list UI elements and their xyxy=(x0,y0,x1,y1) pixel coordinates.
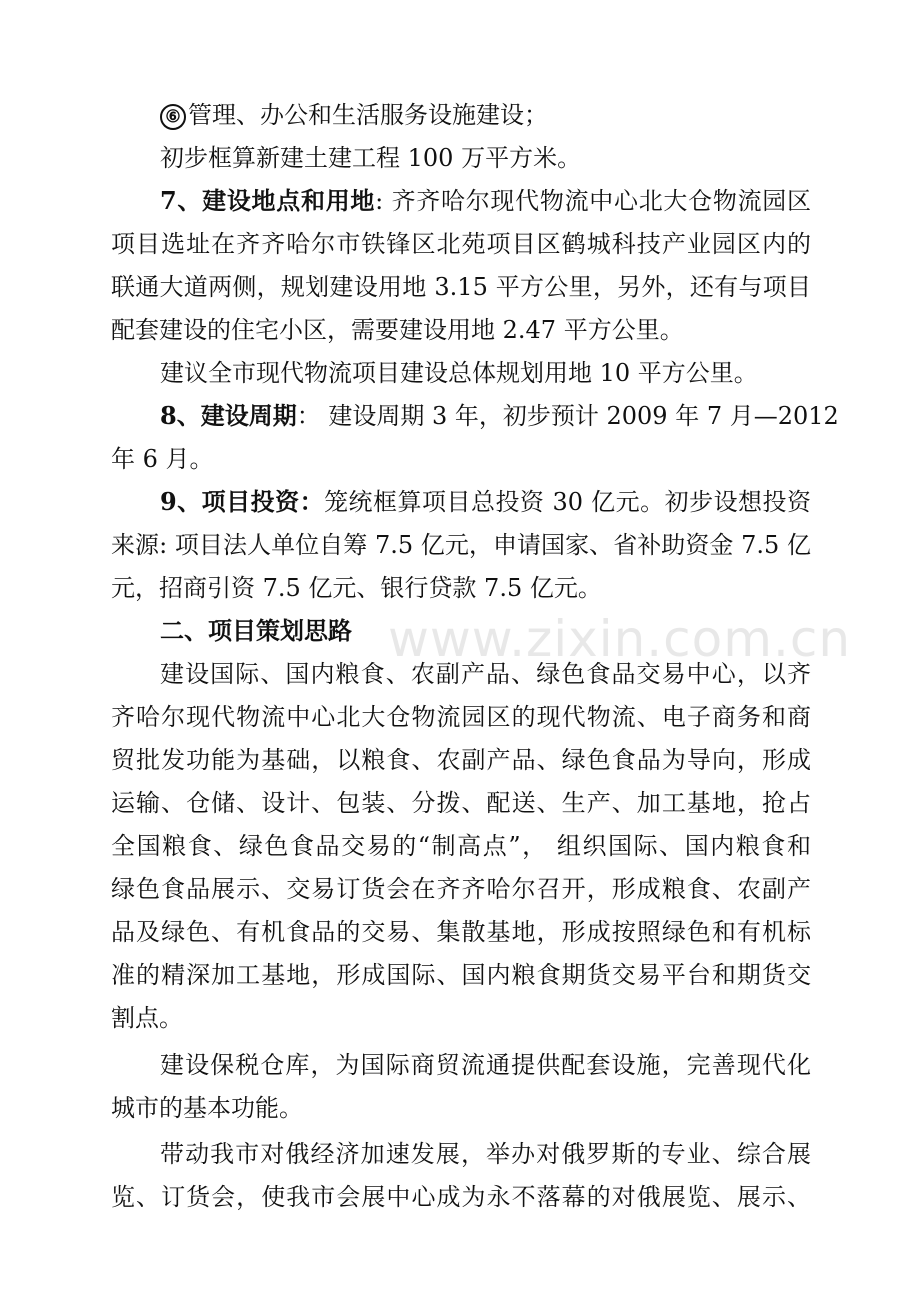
text-line xyxy=(111,573,811,603)
text-run: 元，招商引资 7.5 亿元、银行贷款 7.5 亿元。 xyxy=(111,574,602,602)
text-run: 初步框算新建土建工程 100 万平方米。 xyxy=(160,144,582,172)
text-run: 项目选址在齐齐哈尔市铁锋区北苑项目区鹤城科技产业园区内的 xyxy=(111,230,811,258)
text-run: 城市的基本功能。 xyxy=(111,1094,303,1122)
text-run: 齐哈尔现代物流中心北大仓物流园区的现代物流、电子商务和商 xyxy=(111,703,811,731)
text-line xyxy=(111,831,811,861)
section-heading: 8、建设周期 xyxy=(160,401,297,430)
text-run: ： 建设周期 3 年，初步预计 2009 年 7 月—2012 xyxy=(296,402,839,430)
section-heading: 9、项目投资： xyxy=(160,487,325,516)
text-run: 笼统框算项目总投资 30 亿元。初步设想投资 xyxy=(324,488,812,516)
text-run: 来源: 项目法人单位自筹 7.5 亿元，申请国家、省补助资金 7.5 亿 xyxy=(111,531,811,559)
watermark: www.zixin.com.cn xyxy=(388,610,852,668)
text-line xyxy=(111,444,811,474)
text-line xyxy=(111,917,811,947)
text-run: 绿色食品展示、交易订货会在齐齐哈尔召开，形成粮食、农副产 xyxy=(111,875,811,903)
text-line xyxy=(160,100,811,130)
section-heading: 7、建设地点和用地 xyxy=(160,186,376,215)
text-line xyxy=(111,530,811,560)
text-line xyxy=(160,487,811,517)
text-line xyxy=(160,1050,811,1080)
text-run: 贸批发功能为基础，以粮食、农副产品、绿色食品为导向，形成 xyxy=(111,746,811,774)
text-line xyxy=(160,143,811,173)
text-line xyxy=(111,874,811,904)
text-line xyxy=(111,1182,811,1212)
text-line xyxy=(111,272,811,302)
text-run: 运输、仓储、设计、包装、分拨、配送、生产、加工基地，抢占 xyxy=(111,789,811,817)
text-run: 配套建设的住宅小区，需要建设用地 2.47 平方公里。 xyxy=(111,316,684,344)
text-run: 联通大道两侧，规划建设用地 3.15 平方公里，另外，还有与项目 xyxy=(111,273,811,301)
text-run: : 齐齐哈尔现代物流中心北大仓物流园区 xyxy=(375,187,812,215)
text-line xyxy=(111,745,811,775)
text-line xyxy=(111,229,811,259)
circled-number: ⑥ xyxy=(160,104,186,130)
text-run: 带动我市对俄经济加速发展，举办对俄罗斯的专业、综合展 xyxy=(160,1140,811,1168)
text-run: 全国粮食、绿色食品交易的“制高点”， 组织国际、国内粮食和 xyxy=(111,832,811,860)
chapter-heading: 二、项目策划思路 xyxy=(160,616,352,645)
text-run: 管理、办公和生活服务设施建设； xyxy=(188,101,548,129)
text-line xyxy=(111,1093,811,1123)
text-line xyxy=(160,358,811,388)
text-line xyxy=(111,315,811,345)
text-line xyxy=(160,401,839,431)
text-run: 建设保税仓库，为国际商贸流通提供配套设施，完善现代化 xyxy=(160,1051,811,1079)
text-run: 年 6 月。 xyxy=(111,445,214,473)
text-run: 准的精深加工基地，形成国际、国内粮食期货交易平台和期货交 xyxy=(111,961,811,989)
text-run: 览、订货会，使我市会展中心成为永不落幕的对俄展览、展示、 xyxy=(111,1183,811,1211)
text-run: 品及绿色、有机食品的交易、集散基地，形成按照绿色和有机标 xyxy=(111,918,811,946)
text-run: 建议全市现代物流项目建设总体规划用地 10 平方公里。 xyxy=(160,359,758,387)
text-line xyxy=(111,788,811,818)
text-line xyxy=(160,1139,811,1169)
text-line xyxy=(160,186,811,216)
text-line xyxy=(111,960,811,990)
text-line xyxy=(111,1003,811,1033)
text-run: 割点。 xyxy=(111,1004,183,1032)
text-run: 建设国际、国内粮食、农副产品、绿色食品交易中心，以齐 xyxy=(160,660,811,688)
text-line xyxy=(111,702,811,732)
